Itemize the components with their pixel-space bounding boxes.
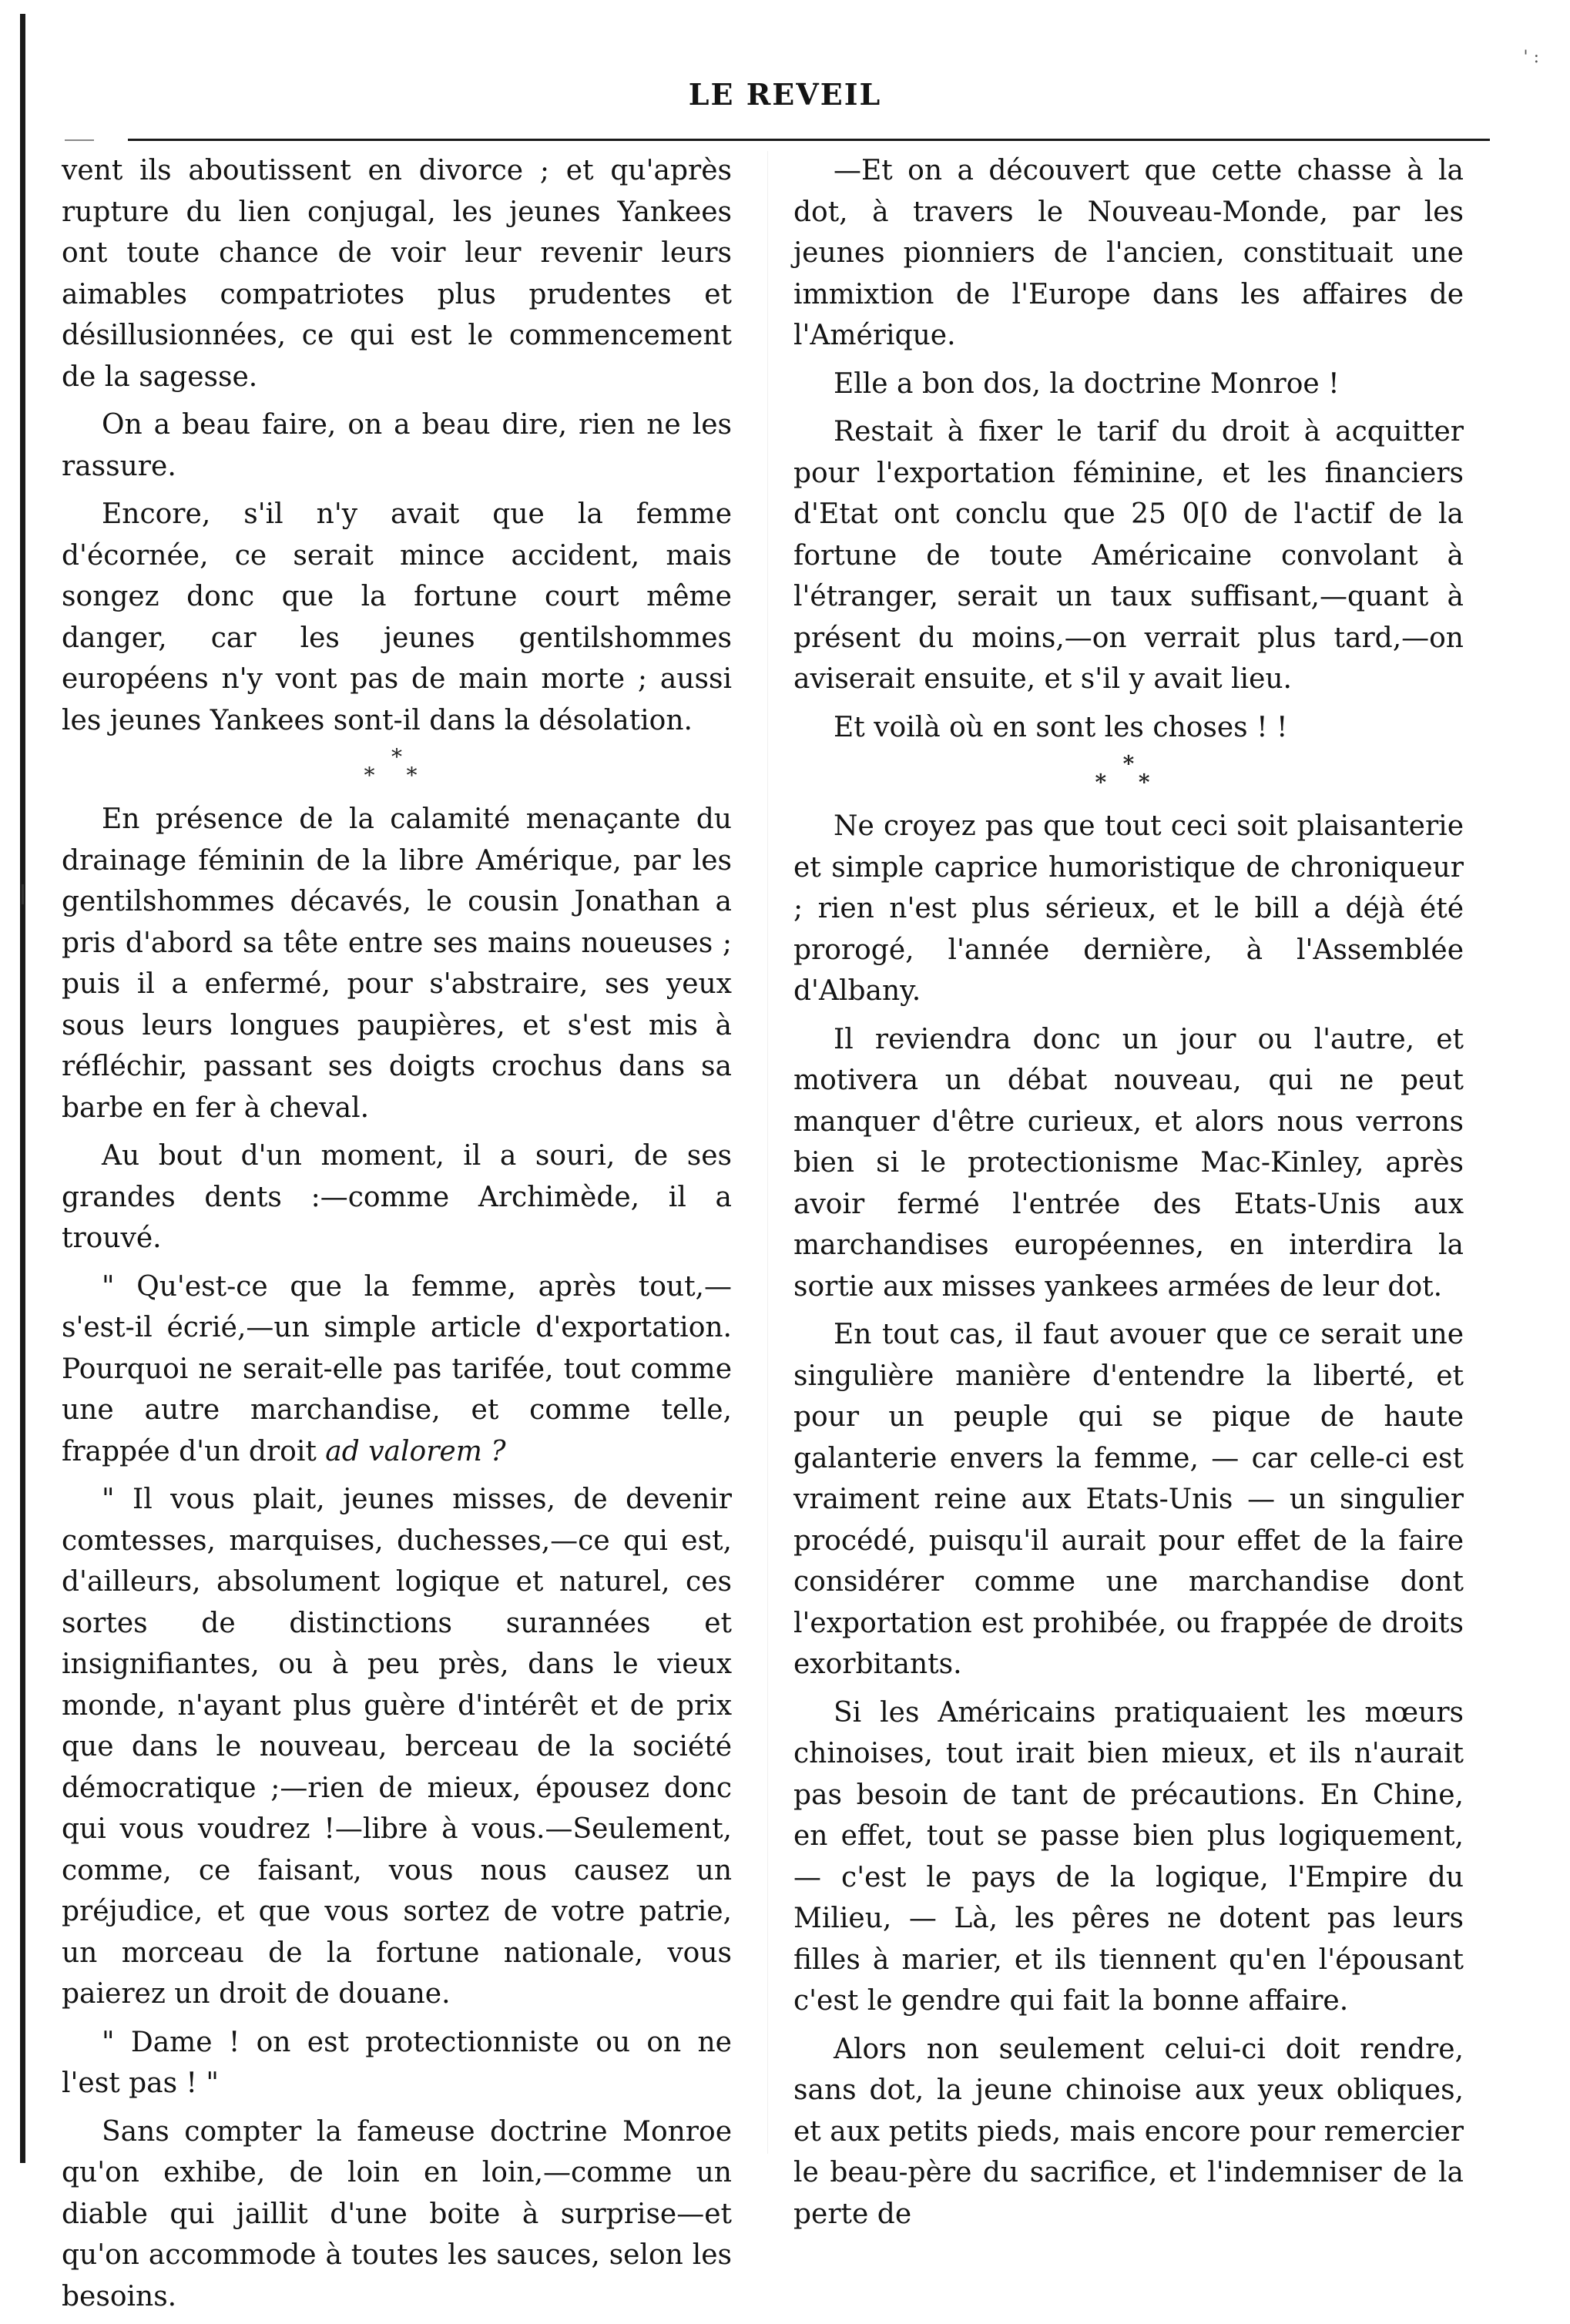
right-column [793, 150, 1464, 2242]
binding-edge [20, 14, 25, 2163]
corner-mark: ' : [1523, 48, 1539, 67]
binding-edge-mark [22, 884, 24, 904]
section-separator [62, 744, 732, 788]
header-rule-stub [65, 139, 94, 141]
header-rule [128, 139, 1490, 141]
paragraph: En présence de la calamité menaçante du drainage féminin de la libre Amérique, par les gentilshommes décavés, le cousin Jonathan a pris d'abord sa tête entre ses mains noueuses ; puis il a enfermé, pour s'abstraire, ses yeux sous leurs longues paupières, et s'est mis à réfléchir, passant ses doigts crochus dans sa barbe en fer à cheval. [62, 803, 732, 1124]
asterism-top: * [391, 744, 402, 770]
paragraph: Si les Américains pratiquaient les mœurs chinoises, tout irait bien mieux, et ils n'aurait pas besoin de tant de précautions. En Chine, en effet, tout se passe bien plus logiquement, — c'est le pays de la logique, l'Empire du Milieu, — Là, les pêres ne dotent pas leurs filles à marier, et ils tiennent qu'en l'épousant c'est le gendre qui fait la bonne affaire. [793, 1696, 1464, 2017]
asterism-top: * [1122, 751, 1135, 776]
paragraph-text: " Qu'est-ce que la femme, après tout,— s'est-il écrié,—un simple article d'exportation. Pourquoi ne serait-elle pas tarifée, tout comme une autre marchandise, et comme telle, frappée d'un droit [62, 1270, 732, 1467]
paragraph: Encore, s'il n'y avait que la femme d'écornée, ce serait mince accident, mais songez donc que la fortune court même danger, car les jeunes gentilshommes européens n'y vont pas de main morte ; aussi les jeunes Yankees sont-il dans la désolation. [62, 498, 732, 736]
left-column [62, 150, 732, 2324]
paragraph: Elle a bon dos, la doctrine Monroe ! [834, 367, 1340, 400]
column-gutter [767, 151, 768, 2154]
paragraph [62, 1266, 732, 1473]
italic-phrase: ad valorem ? [325, 1435, 506, 1467]
paragraph: On a beau faire, on a beau dire, rien ne les rassure. [62, 409, 732, 482]
asterism-bottom: * * [364, 763, 430, 788]
paragraph: En tout cas, il faut avouer que ce serait une singulière manière d'entendre la liberté, et pour un peuple qui se pique de haute galanterie envers la femme, — car celle-ci est vraiment reine aux Etats-Unis — un singulier procédé, puisqu'il aurait pour effet de la faire considérer comme une marchandise dont l'exportation est prohibée, ou frappée de droits exorbitants. [793, 1319, 1464, 1680]
paragraph: " Il vous plait, jeunes misses, de devenir comtesses, marquises, duchesses,—ce qui est, d'ailleurs, absolument logique et naturel, ces sortes de distinctions surannées et insignifiantes, ou à peu près, dans le vieux monde, n'ayant plus guère d'intérêt et de prix que dans le nouveau, berceau de la société démocratique ;—rien de mieux, épousez donc qui vous voudrez !—libre à vous.—Seulement, comme, ce faisant, vous nous causez un préjudice, et que vous sortez de votre patrie, un morceau de la fortune nationale, vous paierez un droit de douane. [62, 1484, 732, 2010]
paragraph: Au bout d'un moment, il a souri, de ses grandes dents :—comme Archimède, il a trouvé. [62, 1140, 732, 1254]
section-separator [793, 751, 1464, 795]
paragraph: Et voilà où en sont les choses ! ! [834, 711, 1288, 743]
paragraph: Ne croyez pas que tout ceci soit plaisanterie et simple caprice humoristique de chroniqueur ; rien n'est plus sérieux, et le bill a déjà été prorogé, l'année dernière, à l'Assemblée d'Albany. [793, 810, 1464, 1007]
paragraph: —Et on a découvert que cette chasse à la dot, à travers le Nouveau-Monde, par les jeunes pionniers de l'ancien, constituait une immixtion de l'Europe dans les affaires de l'Amérique. [793, 155, 1464, 351]
page-title: LE REVEIL [688, 77, 882, 112]
paragraph: " Dame ! on est protectionniste ou on ne l'est pas ! " [62, 2026, 732, 2099]
paragraph: Restait à fixer le tarif du droit à acquitter pour l'exportation féminine, et les financiers d'Etat ont conclu que 25 0[0 de l'actif de la fortune de toute Américaine convolant à l'étranger, serait un taux suffisant,—quant à présent du moins,—on verrait plus tard,—on aviserait ensuite, et s'il y avait lieu. [793, 416, 1464, 695]
asterism-bottom: * * [1095, 770, 1162, 795]
paragraph: Alors non seulement celui-ci doit rendre, sans dot, la jeune chinoise aux yeux obliques, et aux petits pieds, mais encore pour remercier le beau-père du sacrifice, et l'indemniser de la perte de [793, 2033, 1464, 2230]
paragraph: Il reviendra donc un jour ou l'autre, et motivera un débat nouveau, qui ne peut manquer d'être curieux, et alors nous verrons bien si le protectionisme Mac-Kinley, après avoir fermé l'entrée des Etats-Unis aux marchandises européennes, en interdira la sortie aux misses yankees armées de leur dot. [793, 1023, 1464, 1303]
paragraph: Sans compter la fameuse doctrine Monroe qu'on exhibe, de loin en loin,—comme un diable qui jaillit d'une boite à surprise—et qu'on accommode à toutes les sauces, selon les besoins. [62, 2115, 732, 2312]
paragraph: vent ils aboutissent en divorce ; et qu'après rupture du lien conjugal, les jeunes Yankees ont toute chance de voir leur revenir leurs aimables compatriotes plus prudentes et désillusionnées, ce qui est le commencement de la sagesse. [62, 155, 732, 393]
